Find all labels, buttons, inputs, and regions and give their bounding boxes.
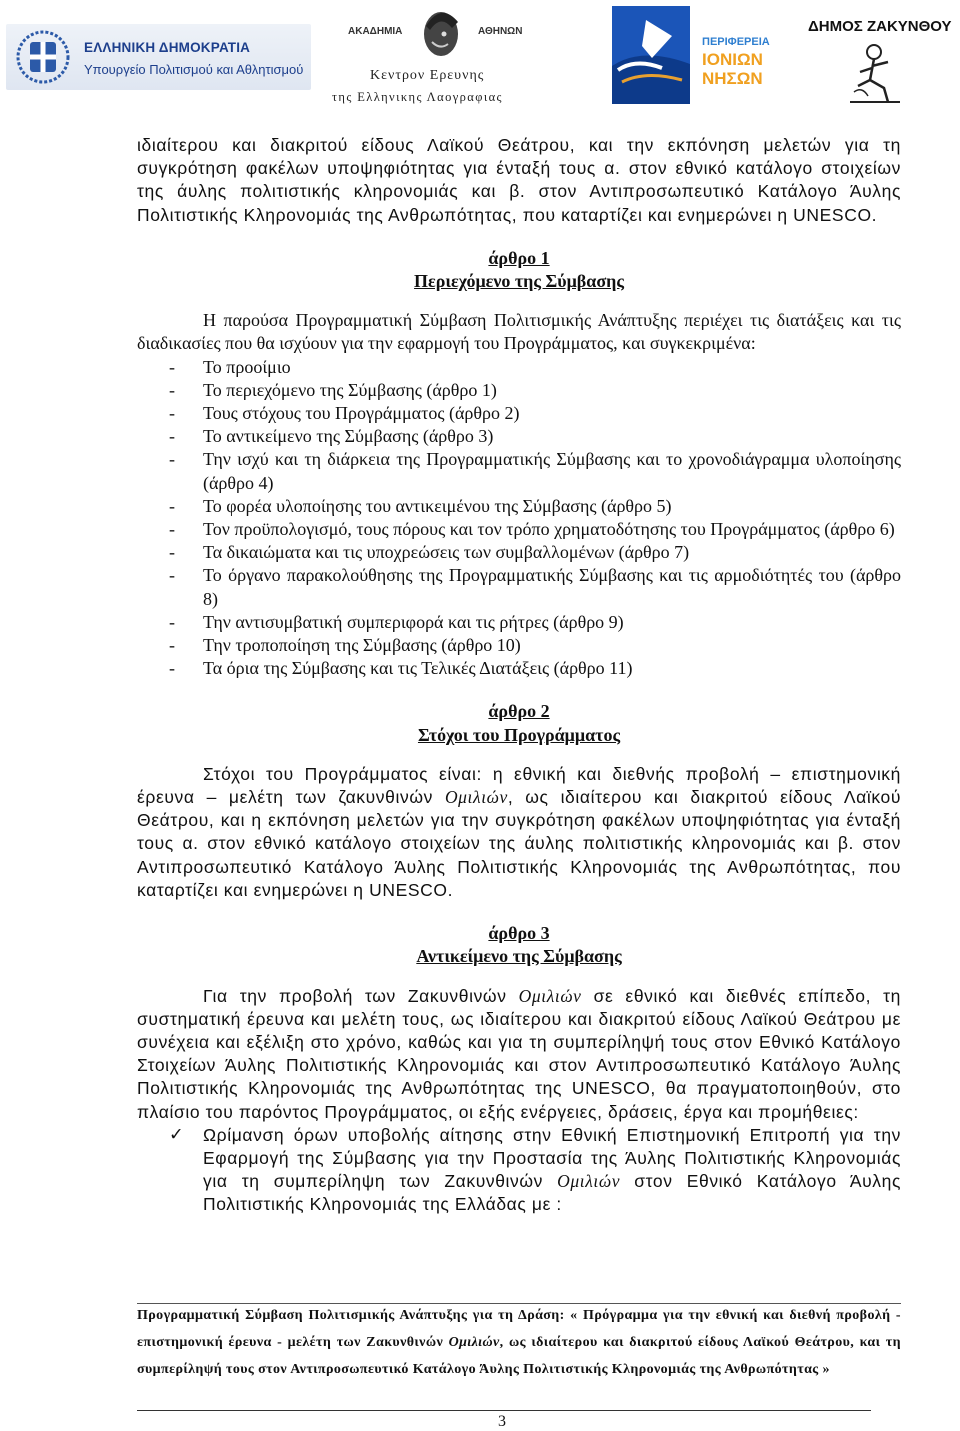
list-item [137,425,901,448]
intro-paragraph: ιδιαίτερου και διακριτού είδους Λαϊκού Θεάτρου, και την εκπόνηση μελετών για τη συγκρότηση φακέλων υποψηφιότητας για ένταξή τους α. στον εθνικό κατάλογο στοιχείων της άυλης πολιτιστικής κληρονομιάς και β. στον Αντιπροσωπευτικό Κατάλογο Άυλης Πολιτιστικής Κληρονομιάς της Ανθρωπότητας, που καταρτίζει και ενημερώνει η UNESCO. [137,135,901,225]
article-2-italic: Ομιλιών [444,787,508,808]
footer-italic: Ομιλιών [448,1335,500,1350]
checklist-italic: Ομιλιών [557,1171,621,1192]
list-item-text: Το όργανο παρακολούθησης της Προγραμματικής Σύμβασης και τις αρμοδιότητές του (άρθρο 8) [203,565,901,609]
spacer [137,227,901,247]
ministry-line2: Υπουργείο Πολιτισμού και Αθλητισμού [84,62,304,77]
municipality-name: ΔΗΜΟΣ ΖΑΚΥΝΘΟΥ [808,18,952,35]
article-1-number: άρθρο 1 [488,247,550,268]
region-logo [612,6,772,106]
academy-left-word: ΑΚΑΔΗΜΙΑ [348,26,403,37]
list-dash-marker: - [169,356,175,377]
article-3-text-after: σε εθνικό και διεθνές επίπεδο, τη συστηματική έρευνα και μελέτη τους, ως ιδιαίτερου και διακριτού είδους Λαϊκού Θεάτρου με συνέχεια και εξέλιξη στο χρόνο, καθώς και για τη συμπερίληψή τους στον Εθνικό Κατάλογο Στοιχείων Άυλης Πολιτιστικής Κληρονομιάς και στον Αντιπροσωπευτικό Κατάλογο Άυλης Πολιτιστικής Κληρονομιάς της Ανθρωπότητας της UNESCO, θα πραγματοποιηθούν, στο πλαίσιο του παρόντος Προγράμματος, οι εξής ενέργειες, δράσεις, έργα και προμήθειες: [137,985,901,1122]
list-item-text: Τα όρια της Σύμβασης και τις Τελικές Διατάξεις (άρθρο 11) [203,658,633,679]
list-dash-marker: - [169,379,175,400]
list-dash-marker: - [169,403,175,424]
list-item-text: Τον προϋπολογισμό, τους πόρους και τον τρόπο χρηματοδότησης του Προγράμματος (άρθρο 6) [203,519,895,540]
list-dash-marker: - [169,611,175,632]
region-flag-icon [612,6,690,104]
article-3-italic: Ομιλιών [518,985,582,1006]
article-1-list [137,356,901,681]
list-item [137,518,901,541]
checklist-item [137,1124,901,1217]
list-item-text: Τα δικαιώματα και τις υποχρεώσεις των συμβαλλομένων (άρθρο 7) [203,542,690,563]
page-number: 3 [498,1413,506,1430]
list-dash-marker: - [169,449,175,470]
list-item [137,634,901,657]
ministry-line1: ΕΛΛΗΝΙΚΗ ΔΗΜΟΚΡΑΤΙΑ [84,40,251,55]
list-item-text: Το περιεχόμενο της Σύμβασης (άρθρο 1) [203,379,497,400]
academy-right-word: ΑΘΗΝΩΝ [478,26,523,37]
list-item-text: Την ισχύ και τη διάρκεια της Προγραμματικής Σύμβασης και το χρονοδιάγραμμα υλοποίησης (άρθρο 4) [203,449,901,493]
checklist-text-after: στον Εθνικό Κατάλογο Άυλης Πολιτιστικής Κληρονομιάς της Ελλάδας με : [203,1171,902,1215]
article-2-text-before: Στόχοι του Προγράμματος είναι: η εθνική και διεθνής προβολή – επιστημονική έρευνα – μελέτη των ζακυνθινών [137,763,901,808]
ministry-logo [6,24,311,90]
spacer [137,902,901,922]
list-dash-marker: - [169,635,175,656]
article-3-title: Αντικείμενο της Σύμβασης [416,946,622,967]
article-2-title: Στόχοι του Προγράμματος [417,724,621,745]
article-3-text-before: Για την προβολή των Ζακυνθινών [203,985,519,1006]
region-line1: ΠΕΡΙΦΕΡΕΙΑ [702,36,770,48]
list-dash-marker: - [169,426,175,447]
list-dash-marker: - [169,658,175,679]
page-header [0,0,960,115]
athena-head-icon [418,6,464,60]
list-item [137,379,901,402]
article-1-title: Περιεχόμενο της Σύμβασης [414,271,624,292]
list-item [137,541,901,564]
spacer [137,747,901,763]
region-line3: ΝΗΣΩΝ [702,69,763,88]
seated-figure-icon [844,42,906,106]
spacer [137,293,901,309]
article-1-paragraph: Η παρούσα Προγραμματική Σύμβαση Πολιτισμικής Ανάπτυξης περιέχει τις διατάξεις και τις διαδικασίες που θα ισχύουν για την εφαρμογή του Προγράμματος, και συγκεκριμένα: [137,310,901,354]
region-name [702,50,763,88]
article-2 [137,700,901,902]
spacer [137,680,901,700]
footer-text-before: Προγραμματική Σύμβαση Πολιτισμικής Ανάπτυξης για τη Δράση: « Πρόγραμμα για την εθνική και διεθνή προβολή - επιστημονική έρευνα - μελέτη των Ζακυνθινών [137,1308,901,1350]
document-body [137,134,901,1217]
spacer [137,969,901,985]
article-2-number: άρθρο 2 [488,701,550,722]
article-2-paragraph [137,763,901,902]
greek-emblem-icon [16,30,70,84]
list-item-text: Το προοίμιο [203,356,291,377]
list-item-text: Την αντισυμβατική συμπεριφορά και τις ρήτρες (άρθρο 9) [203,611,624,632]
list-item-text: Την τροποποίηση της Σύμβασης (άρθρο 10) [203,635,521,656]
footer-bottom-rule [137,1410,871,1411]
list-dash-marker: - [169,565,175,586]
list-dash-marker: - [169,495,175,516]
list-item [137,448,901,494]
academy-logo [330,4,550,108]
footer-text-after: , ως ιδιαίτερου και διακριτού είδους Λαϊκού Θεάτρου, και τη συμπερίληψή τους στον Αντιπροσωπευτικό Κατάλογο Άυλης Πολιτιστικής Κληρονομιάς της Ανθρωπότητας » [137,1335,901,1377]
region-line2: ΙΟΝΙΩΝ [702,50,763,69]
list-item-text: Τους στόχους του Προγράμματος (άρθρο 2) [203,403,520,424]
list-item [137,564,901,610]
list-dash-marker: - [169,542,175,563]
list-item [137,611,901,634]
municipality-logo [800,14,960,110]
article-3-number: άρθρο 3 [488,923,550,944]
list-item [137,495,901,518]
list-item [137,402,901,425]
article-2-text-after: , ως ιδιαίτερου και διακριτού είδους Λαϊκού Θεάτρου, και η εκπόνηση μελετών για την συγκρότηση φακέλων υποψηφιότητας για ένταξή τους α. στον εθνικό κατάλογο στοιχείων της άυλης πολιτιστικής κληρονομιάς και β. στον Αντιπροσωπευτικό Κατάλογο Άυλης Πολιτιστικής Κληρονομιάς της Ανθρωπότητας, που καταρτίζει και ενημερώνει η UNESCO. [137,787,901,900]
article-3-checklist [137,1124,901,1217]
checkmark-icon: ✓ [169,1124,185,1145]
footer-text [137,1302,901,1383]
article-3 [137,922,901,1216]
list-item [137,356,901,379]
list-item [137,657,901,680]
list-dash-marker: - [169,519,175,540]
list-item-text: Το φορέα υλοποίησης του αντικειμένου της Σύμβασης (άρθρο 5) [203,495,672,516]
academy-line2: της Ελληνικης Λαογραφιας [332,90,503,104]
article-3-paragraph [137,985,901,1124]
article-1 [137,247,901,681]
academy-line1: Κεντρον Ερευνης [370,68,485,83]
list-item-text: Το αντικείμενο της Σύμβασης (άρθρο 3) [203,426,494,447]
checklist-text-before: Ωρίμανση όρων υποβολής αίτησης στην Εθνική Επιστημονική Επιτροπή για την Εφαρμογή της Σύμβασης για την Προστασία της Άυλης Πολιτιστικής Κληρονομιάς για τη συμπερίληψη των Ζακυνθινών [203,1124,901,1192]
